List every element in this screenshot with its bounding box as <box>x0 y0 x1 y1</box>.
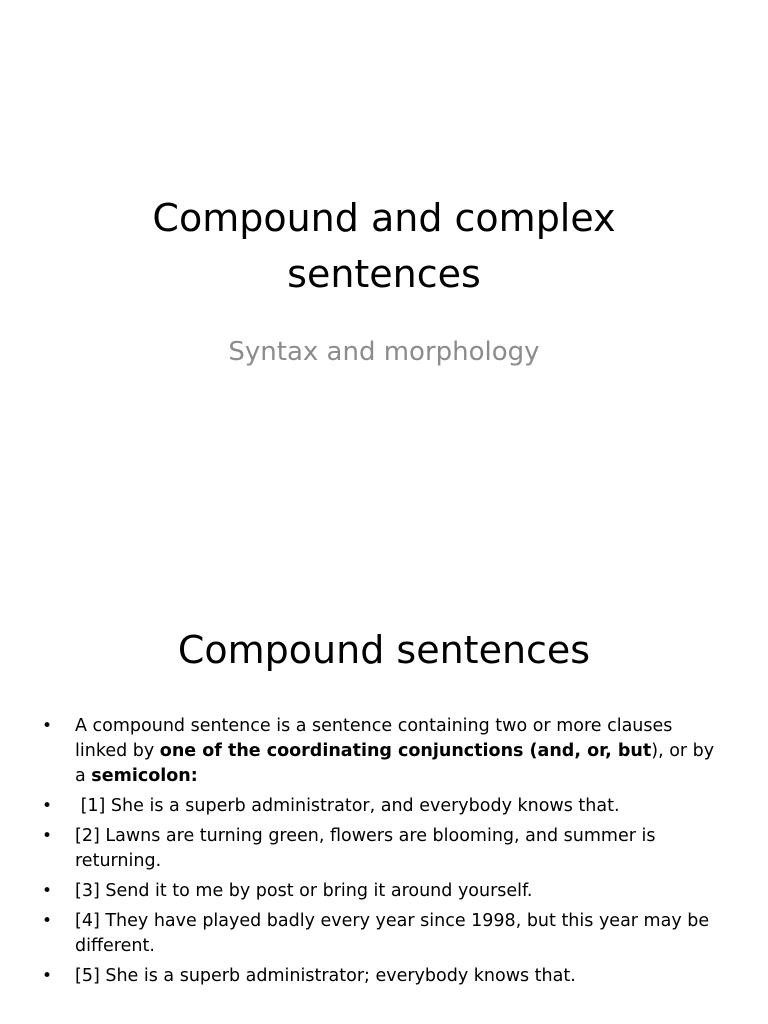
bullet-item-example-2 <box>40 824 730 874</box>
bullet-icon: • <box>42 716 53 736</box>
section-title: Compound sentences <box>177 628 591 672</box>
example-text: [1] She is a superb administrator, and everybody knows that. <box>75 796 620 816</box>
definition-text-continued: ), or by a <box>75 741 715 786</box>
presentation-subtitle: Syntax and morphology <box>228 337 540 367</box>
bullet-icon: • <box>42 881 53 901</box>
bullet-icon: • <box>42 911 53 931</box>
example-text: [5] She is a superb administrator; everybody knows that. <box>75 966 576 986</box>
bullet-item-example-5 <box>40 964 730 989</box>
definition-bold-conjunctions: one of the coordinating conjunctions (and, or, but <box>159 741 652 761</box>
definition-text: A compound sentence is a sentence containing two or more clauses linked by <box>75 716 673 761</box>
content-slide <box>0 576 768 1024</box>
presentation-title: Compound and complex sentences <box>152 196 616 296</box>
bullet-item-example-3 <box>40 879 730 904</box>
example-text: [3] Send it to me by post or bring it around yourself. <box>75 881 533 901</box>
bullet-item-definition <box>40 714 730 789</box>
example-text: [4] They have played badly every year since 1998, but this year may be different. <box>75 911 710 956</box>
bullet-icon: • <box>42 826 53 846</box>
bullet-item-example-4 <box>40 909 730 959</box>
example-text: [2] Lawns are turning green, flowers are blooming, and summer is returning. <box>75 826 656 871</box>
bullet-item-example-1 <box>40 794 730 819</box>
definition-bold-semicolon: semicolon: <box>91 766 198 786</box>
bullet-list <box>40 714 730 994</box>
bullet-icon: • <box>42 796 53 816</box>
bullet-icon: • <box>42 966 53 986</box>
